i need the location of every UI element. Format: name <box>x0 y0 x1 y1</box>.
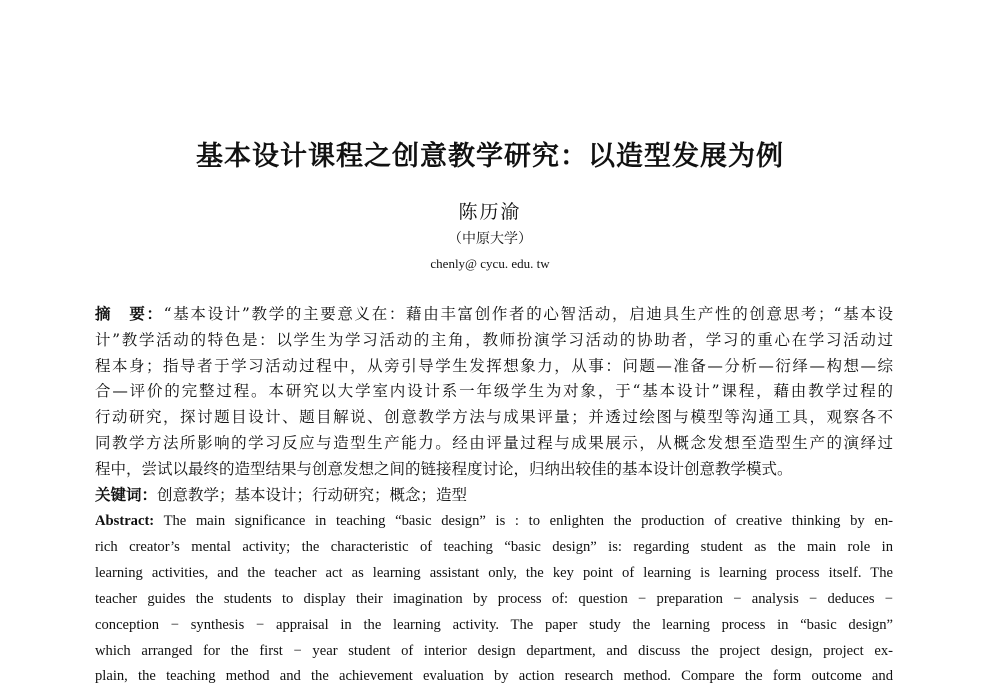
abstract-line: 合—评价的完整过程。本研究以大学室内设计系一年级学生为对象，于“基本设计”课程，藉由教学过程的 <box>95 382 893 401</box>
abstract-line: plain, the teaching method and the achievement evaluation by action research method. Compare the form outcome and <box>95 668 893 685</box>
abstract-line: 计”教学活动的特色是：以学生为学习活动的主角，教师扮演学习活动的协助者，学习的重心在学习活动过 <box>95 330 893 349</box>
paper-title: 基本设计课程之创意教学研究：以造型发展为例 <box>196 141 784 172</box>
abstract-label: Abstract: <box>95 513 155 529</box>
abstract-line: Abstract: The main significance in teaching “basic design” is : to enlighten the production of creative thinking by en- <box>95 513 893 529</box>
abstract-line: 摘 要：“基本设计”教学的主要意义在：藉由丰富创作者的心智活动，启迪具生产性的创意思考；“基本设 <box>95 304 893 323</box>
abstract-line: 同教学方法所影响的学习反应与造型生产能力。经由评量过程与成果展示，从概念发想至造型生产的演绎过 <box>95 433 893 452</box>
abstract-label: 摘 要： <box>95 304 164 323</box>
abstract-line: teacher guides the students to display their imagination by process of: question − preparation − analysis − deduces − <box>95 590 893 607</box>
abstract-line: 行动研究，探讨题目设计、题目解说、创意教学方法与成果评量；并透过绘图与模型等沟通工具，观察各不 <box>95 408 893 427</box>
author-name: 陈历渝 <box>458 201 522 223</box>
abstract-line: rich creator’s mental activity; the characteristic of teaching “basic design” is: regarding student as the main role in <box>95 538 893 555</box>
chinese-abstract <box>95 301 893 483</box>
english-abstract <box>95 509 893 690</box>
author-affiliation: （中原大学） <box>448 231 532 247</box>
keywords-text: 创意教学；基本设计；行动研究；概念；造型 <box>157 486 468 504</box>
abstract-line: which arranged for the first − year student of interior design department, and discuss the project design, project ex- <box>95 642 893 659</box>
abstract-line: learning activities, and the teacher act as learning assistant only, the key point of learning is learning process itself. The <box>95 564 893 581</box>
abstract-line: 程本身；指导者于学习活动过程中，从旁引导学生发挥想象力，从事：问题—准备—分析—衍绎—构想—综 <box>95 356 893 375</box>
keywords-label: 关键词： <box>95 485 158 504</box>
abstract-line: conception − synthesis − appraisal in the learning activity. The paper study the learning process in “basic design” <box>95 616 893 633</box>
chinese-keywords <box>95 482 893 508</box>
author-email: chenly@ cycu. edu. tw <box>430 256 550 271</box>
abstract-line: 程中，尝试以最终的造型结果与创意发想之间的链接程度讨论，归纳出较佳的基本设计创意教学模式。 <box>95 459 793 478</box>
